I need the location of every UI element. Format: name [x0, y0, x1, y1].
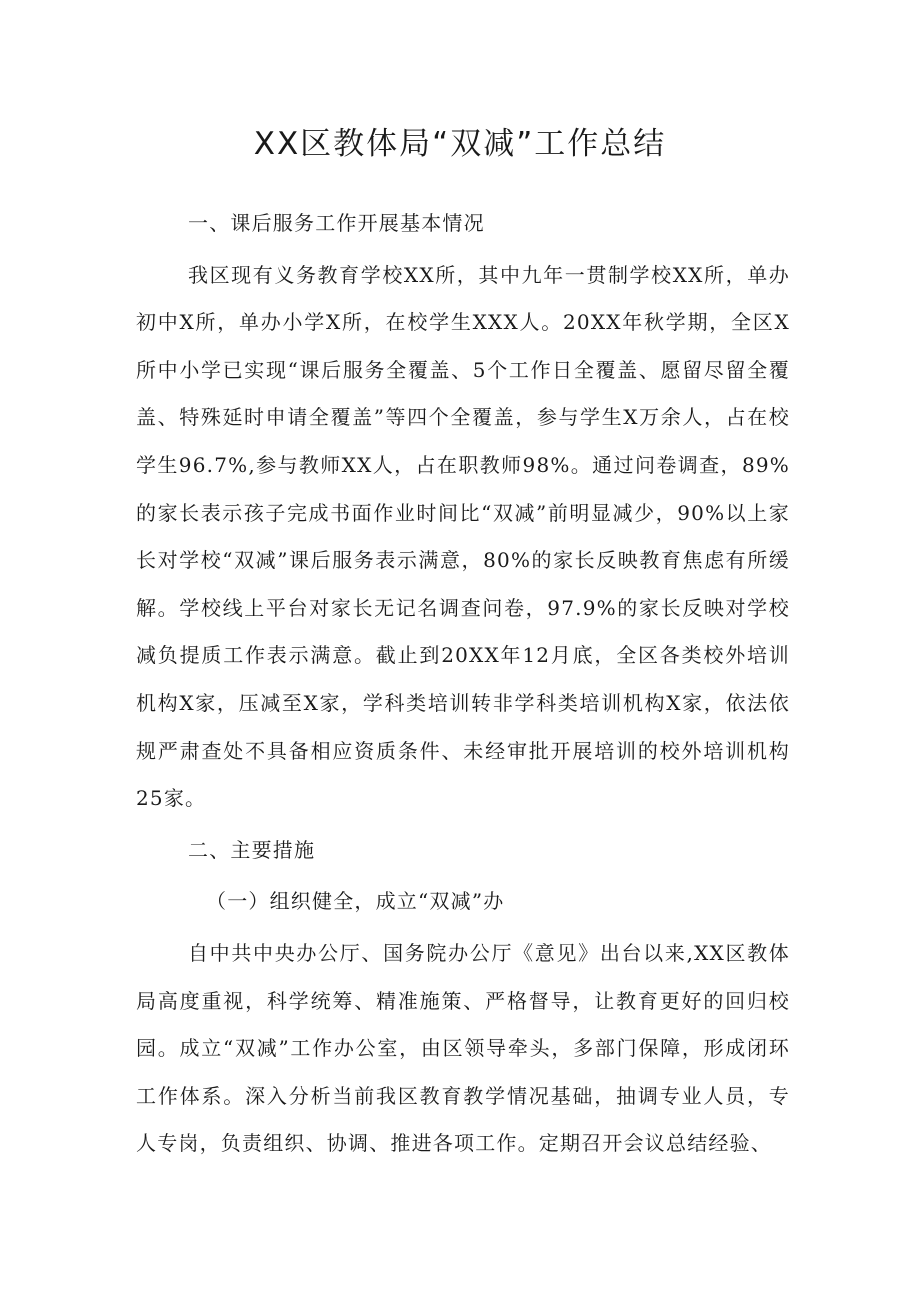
- document-title: XX区教体局“双减”工作总结: [253, 126, 667, 162]
- section1-heading: 一、课后服务工作开展基本情况: [188, 211, 485, 235]
- subsection1-heading: （一）组织健全，成立“双减”办: [206, 889, 505, 914]
- section2-heading: 二、主要措施: [188, 837, 316, 862]
- document-body: [136, 200, 790, 1168]
- subsection1-paragraph: 自中共中央办公厅、国务院办公厅《意见》出台以来,XX区教体局高度重视，科学统筹、精准施策、严格督导，让教育更好的回归校园。成立“双减”工作办公室，由区领导牵头，多部门保障，形成闭环工作体系。深入分析当前我区教育教学情况基础，抽调专业人员，专人专岗，负责组织、协调、推进各项工作。定期召开会议总结经验、: [136, 940, 790, 1156]
- section1-paragraph: 我区现有义务教育学校XX所，其中九年一贯制学校XX所，单办初中X所，单办小学X所，在校学生XXX人。20XX年秋学期，全区X所中小学已实现“课后服务全覆盖、5个工作日全覆盖、愿留尽留全覆盖、特殊延时申请全覆盖”等四个全覆盖，参与学生X万余人，占在校学生96.7%,参与教师XX人，占在职教师98%。通过问卷调查，89%的家长表示孩子完成书面作业时间比“双减”前明显减少，90%以上家长对学校“双减”课后服务表示满意，80%的家长反映教育焦虑有所缓解。学校线上平台对家长无记名调查问卷，97.9%的家长反映对学校减负提质工作表示满意。截止到20XX年12月底，全区各类校外培训机构X家，压减至X家，学科类培训转非学科类培训机构X家，依法依规严肃查处不具备相应资质条件、未经审批开展培训的校外培训机构25家。: [136, 262, 790, 811]
